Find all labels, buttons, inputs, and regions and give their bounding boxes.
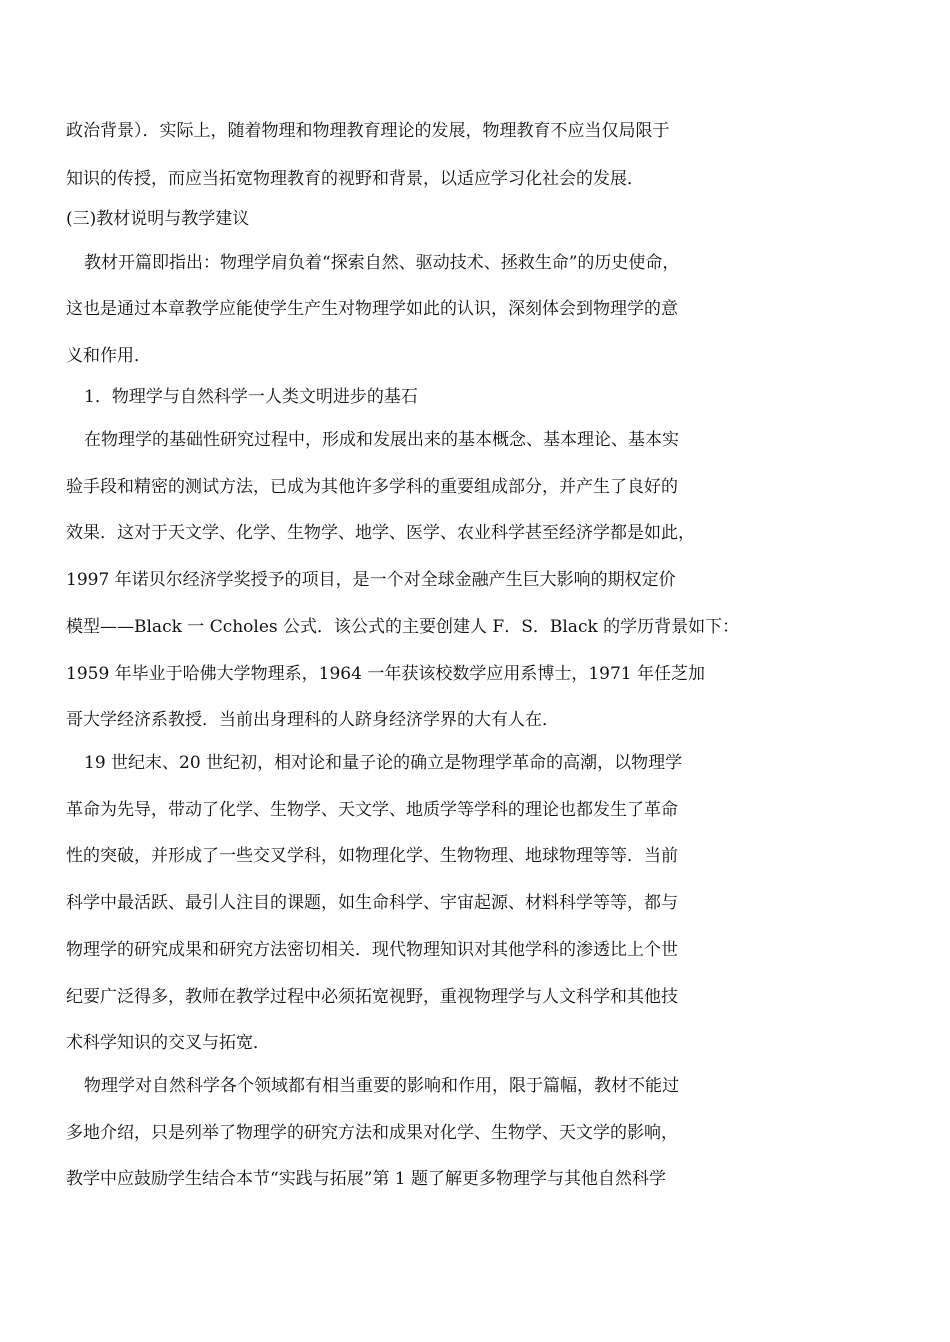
paragraph-line: 1997 年诺贝尔经济学奖授予的项目，是一个对全球金融产生巨大影响的期权定价 xyxy=(66,570,676,590)
paragraph-line: 多地介绍，只是列举了物理学的研究方法和成果对化学、生物学、天文学的影响， xyxy=(66,1123,678,1143)
paragraph-line: 1959 年毕业于哈佛大学物理系，1964 一年获该校数学应用系博士，1971 年任芝加 xyxy=(66,664,706,684)
paragraph-line: 哥大学经济系教授．当前出身理科的人跻身经济学界的大有人在． xyxy=(66,710,559,730)
paragraph-line: 这也是通过本章教学应能使学生产生对物理学如此的认识，深刻体会到物理学的意 xyxy=(66,299,678,319)
paragraph-line: 革命为先导，带动了化学、生物学、天文学、地质学等学科的理论也都发生了革命 xyxy=(66,800,678,820)
paragraph-line: 效果．这对于天文学、化学、生物学、地学、医学、农业科学甚至经济学都是如此， xyxy=(66,523,695,543)
paragraph-line: 教材开篇即指出：物理学肩负着“探索自然、驱动技术、拯救生命”的历史使命， xyxy=(84,253,680,273)
paragraph-line: 科学中最活跃、最引人注目的课题，如生命科学、宇宙起源、材料科学等等，都与 xyxy=(66,893,678,913)
paragraph-line: 性的突破，并形成了一些交叉学科，如物理化学、生物物理、地球物理等等．当前 xyxy=(66,846,678,866)
paragraph-line: 模型——Black 一 Ccholes 公式．该公式的主要创建人 F．S．Black 的学历背景如下： xyxy=(66,617,740,637)
section-heading: (三)教材说明与教学建议 xyxy=(66,209,250,229)
paragraph-line: 物理学的研究成果和研究方法密切相关．现代物理知识对其他学科的渗透比上个世 xyxy=(66,940,678,960)
paragraph-line: 19 世纪末、20 世纪初，相对论和量子论的确立是物理学革命的高潮，以物理学 xyxy=(84,753,683,773)
paragraph-line: 在物理学的基础性研究过程中，形成和发展出来的基本概念、基本理论、基本实 xyxy=(84,430,679,450)
paragraph-line: 验手段和精密的测试方法，已成为其他许多学科的重要组成部分，并产生了良好的 xyxy=(66,477,678,497)
paragraph-line: 义和作用． xyxy=(66,346,151,366)
paragraph-line: 物理学对自然科学各个领域都有相当重要的影响和作用，限于篇幅，教材不能过 xyxy=(84,1076,679,1096)
paragraph-line: 纪要广泛得多，教师在教学过程中必须拓宽视野，重视物理学与人文科学和其他技 xyxy=(66,987,678,1007)
paragraph-line: 术科学知识的交叉与拓宽． xyxy=(66,1033,270,1053)
paragraph-line: 知识的传授，而应当拓宽物理教育的视野和背景，以适应学习化社会的发展． xyxy=(66,169,644,189)
subsection-heading: 1．物理学与自然科学一人类文明进步的基石 xyxy=(84,387,418,407)
paragraph-line: 教学中应鼓励学生结合本节“实践与拓展”第 1 题了解更多物理学与其他自然科学 xyxy=(66,1169,667,1189)
paragraph-line: 政治背景）．实际上，随着物理和物理教育理论的发展，物理教育不应当仅局限于 xyxy=(66,121,670,141)
